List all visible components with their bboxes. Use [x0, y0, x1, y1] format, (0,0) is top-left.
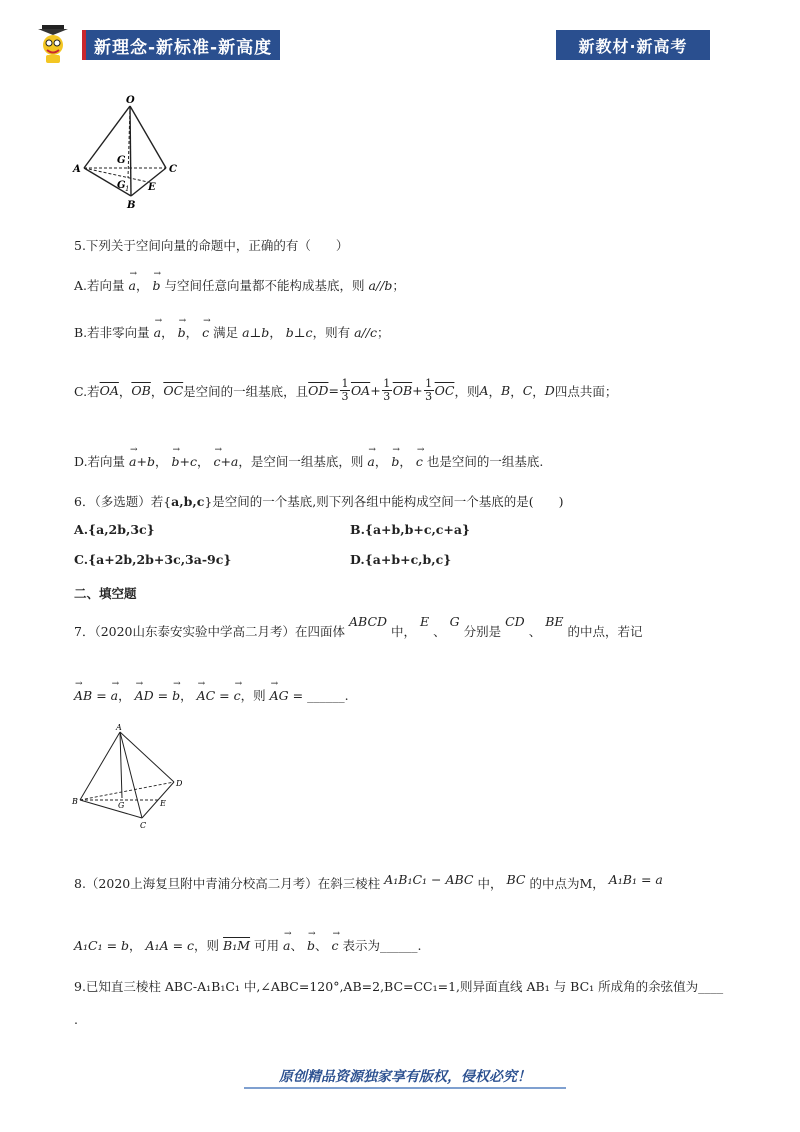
q7-point-G: G	[449, 614, 460, 629]
q5-c-end: 四点共面；	[554, 383, 618, 399]
q6-stem-pre: 6．（多选题）若{	[74, 494, 172, 509]
vec-c: → c	[331, 938, 338, 953]
label-G1-sub: 1	[125, 185, 130, 193]
q7-eq: =	[292, 688, 304, 703]
vec-OB: $\overline{OB}$	[131, 383, 151, 398]
q5-option-b: B.若非零向量 → a， → b， → c 满足 a⊥b， b⊥c，则有 a//c；	[74, 323, 389, 341]
vec-B1M: B₁M	[223, 938, 251, 953]
frac-num: 1	[425, 377, 433, 390]
vec-AC: → AC	[197, 688, 216, 703]
vec-AB: → AB	[74, 688, 92, 703]
q7-point-E: E	[420, 614, 430, 629]
q7-seg-BE: BE	[545, 614, 564, 629]
q9-tail: .	[74, 1012, 78, 1027]
q5-a-relation: a//b	[368, 278, 393, 293]
q5-b-then: ，则有	[312, 325, 351, 340]
q8-then: ，则	[194, 938, 220, 953]
q7-stem	[74, 614, 643, 640]
tetrahedron-figure-2	[70, 720, 200, 832]
vec-b: → b	[178, 325, 186, 340]
q6-stem-basis: a,b,c	[171, 494, 205, 509]
mascot-logo-icon	[32, 23, 76, 67]
q7-zhong: 中，	[391, 624, 417, 639]
q6-stem-post: }是空间的一个基底,则下列各组中能构成空间一个基底的是( )	[204, 494, 564, 509]
q5-a-mid: 与空间任意向量都不能构成基底，则	[164, 278, 365, 293]
label-E: E	[160, 799, 166, 808]
q8-stem	[74, 874, 663, 892]
q8-prism: A₁B₁C₁ − ABC	[384, 872, 474, 887]
q7-answer-blank[interactable]: ______.	[307, 688, 349, 703]
label-O: O	[126, 95, 135, 106]
vec-a: → a	[154, 325, 161, 340]
q8-biaoshi: 表示为	[342, 938, 380, 953]
q8-keyong: 可用	[254, 938, 280, 953]
q8-eq2: A₁C₁ = b	[74, 938, 130, 953]
q8-eq3: A₁A = c	[145, 938, 195, 953]
label-G: G	[118, 801, 125, 810]
q8-stem-pre: 8.（2020上海复旦附中青浦分校高二月考）在斜三棱柱	[74, 876, 381, 891]
point-C: C	[522, 383, 533, 398]
vec-c: → c	[416, 454, 423, 469]
label-G: G	[117, 155, 126, 166]
q7-fenbie: 分别是	[463, 624, 502, 639]
q7-sep: 、	[433, 624, 446, 639]
fraction-1-3	[424, 378, 434, 403]
vec-AD: → AD	[135, 688, 154, 703]
slogan: 新理念-新标准-新高度	[82, 30, 280, 60]
label-A: A	[73, 164, 81, 175]
q5-b-prefix: B.若非零向量	[74, 325, 150, 340]
vec-a: → a	[283, 938, 290, 953]
q8-line2: A₁C₁ = b， A₁A = c，则 B₁M 可用 → a、 → b、 → c 表示为______.	[74, 936, 421, 954]
vec-b: → b	[152, 278, 160, 293]
vec-b: → b	[307, 938, 315, 953]
vec-a: → a	[111, 688, 118, 703]
label-C: C	[169, 164, 177, 175]
copyright-footer: 原创精品资源独家享有版权，侵权必究！	[244, 1065, 566, 1089]
q7-sep: 、	[528, 624, 542, 639]
q7-stem-pre: 7．（2020山东泰安实验中学高二月考）在四面体	[74, 624, 346, 639]
q6-option-a: A.{a,2b,3c}	[74, 522, 155, 537]
plus-sign: +	[370, 383, 381, 398]
label-B: B	[127, 200, 136, 211]
point-A: A	[479, 383, 489, 398]
q5-c-prefix: C.若	[74, 383, 100, 399]
q6-stem	[74, 492, 564, 510]
frac-num: 1	[383, 377, 391, 390]
q5-b-mid: 满足	[213, 325, 239, 340]
frac-den: 3	[341, 390, 349, 403]
q5-stem: 5.下列关于空间向量的命题中，正确的有（ ）	[74, 238, 349, 253]
vec-a-plus-b: → a+b	[129, 454, 155, 469]
label-A: A	[116, 723, 122, 732]
q6-option-c: C.{a+2b,2b+3c,3a-9c}	[74, 552, 232, 567]
q5-b-end: ；	[376, 325, 390, 340]
q7-tetra-name: ABCD	[349, 614, 388, 629]
q5-a-prefix: A.若向量	[74, 278, 125, 293]
q5-c-eq: =	[328, 383, 339, 398]
q5-b-perp1: a⊥b	[242, 325, 270, 340]
vec-OD: $\overline{OD}$	[308, 383, 329, 398]
q7-then: ，则	[240, 688, 266, 703]
frac-den: 3	[425, 390, 433, 403]
q5-option-a: A.若向量 → a， → b 与空间任意向量都不能构成基底，则 a//b；	[74, 276, 405, 294]
vec-c-plus-a: → c+a	[213, 454, 238, 469]
q8-eq1: A₁B₁ = a	[608, 872, 663, 887]
q5-d-prefix: D.若向量	[74, 454, 126, 469]
q6-option-d: D.{a+b+c,b,c}	[350, 552, 452, 567]
vec-a: → a	[367, 454, 374, 469]
q8-mid: 中，	[477, 876, 503, 891]
fraction-1-3	[340, 378, 350, 403]
q5-d-mid: ，是空间一组基底，则	[238, 454, 364, 469]
q5-b-perp2: b⊥c	[285, 325, 313, 340]
vec-AG: → AG	[270, 688, 289, 703]
q6-option-b: B.{a+b,b+c,c+a}	[350, 522, 471, 537]
q5-a-end: ；	[392, 278, 405, 293]
frac-den: 3	[383, 390, 391, 403]
label-B: B	[72, 797, 78, 806]
q8-seg-BC: BC	[506, 872, 526, 887]
q8-answer-blank[interactable]: ______.	[379, 938, 422, 953]
vec-OA: $\overline{OA}$	[350, 383, 371, 398]
q8-post: 的中点为M，	[529, 876, 605, 891]
point-D: D	[544, 383, 555, 398]
fraction-1-3	[382, 378, 392, 403]
q9-text: 9.已知直三棱柱 ABC-A₁B₁C₁ 中,∠ABC=120°,AB=2,BC=CC₁=1,则异面直线 AB₁ 与 BC₁ 所成角的余弦值为____	[74, 979, 724, 994]
label-G1: G	[117, 180, 126, 191]
frac-num: 1	[341, 377, 349, 390]
q5-c-mid: 是空间的一组基底，且	[183, 383, 309, 399]
q7-seg-CD: CD	[505, 614, 525, 629]
header-slogan-block	[30, 28, 330, 62]
vec-OA: $\overline{OA}$	[99, 383, 119, 398]
vec-OC: $\overline{OC}$	[163, 383, 184, 398]
vec-b: → b	[391, 454, 399, 469]
vec-b: → b	[172, 688, 180, 703]
vec-OC: $\overline{OC}$	[434, 383, 455, 398]
label-D: D	[176, 779, 183, 788]
vec-OB: $\overline{OB}$	[392, 383, 413, 398]
vec-a: → a	[129, 278, 136, 293]
vec-c: → c	[202, 325, 209, 340]
q5-d-end: 也是空间的一组基底.	[426, 454, 544, 469]
label-C: C	[140, 821, 147, 830]
label-E: E	[148, 182, 156, 193]
q5-option-c: C.若 $\overline{OA}$ ， $\overline{OB}$ ， $\overline{OC}$ 是空间的一组基底，且 $\overline{OD}$ = $\frac{1}{3}$ $\overline{OA}$ + $\frac{1}{3}$ $\overline{OB}$ + $\frac{1}{3}$ $\overline{OC}$ ，则 A ， B ， C ， D 四点共面；	[74, 377, 618, 403]
vec-c: → c	[234, 688, 241, 703]
point-B: B	[501, 383, 511, 398]
q5-option-d: D.若向量 → a+b， → b+c， → c+a，是空间一组基底，则 → a， → b， → c 也是空间的一组基底.	[74, 452, 543, 470]
vec-b-plus-c: → b+c	[171, 454, 196, 469]
q5-b-relation: a//c	[354, 325, 377, 340]
section-fill-in: 二、填空题	[74, 586, 137, 601]
q5-c-tail: ，则	[454, 383, 480, 399]
brand-badge: 新教材·新高考	[556, 30, 710, 60]
plus-sign: +	[412, 383, 423, 398]
q7-post: 的中点，若记	[567, 624, 643, 639]
q7-line2: → AB = → a， → AD = → b， → AC = → c，则 → AG = ______.	[74, 686, 349, 704]
tetrahedron-figure-1	[70, 92, 190, 212]
